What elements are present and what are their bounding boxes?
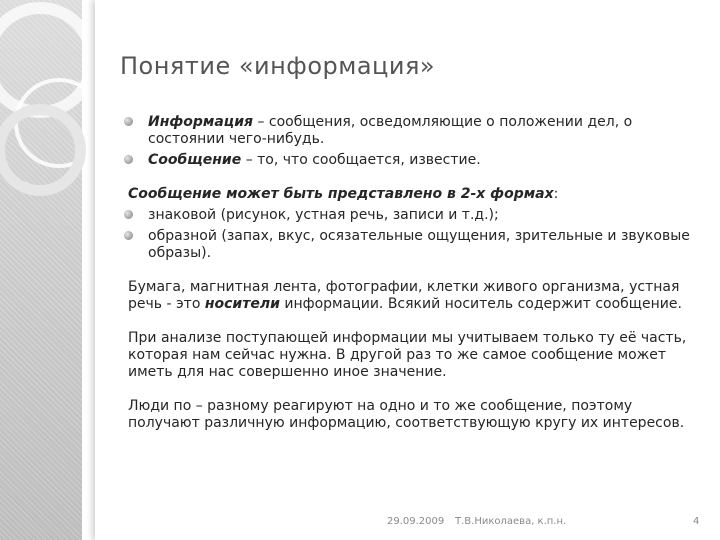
definition-item — [120, 114, 690, 148]
bullet-icon — [124, 231, 133, 240]
carriers-paragraph — [120, 279, 690, 313]
decorative-side-panel — [0, 0, 82, 540]
slide-body — [120, 114, 690, 432]
slide-title: Понятие «информация» — [120, 52, 436, 80]
bullet-icon — [124, 155, 133, 164]
carriers-text-before: Бумага, магнитная лента, фотографии, клетки живого организма, устная речь - это — [128, 279, 680, 312]
analysis-paragraph: При анализе поступающей информации мы учитываем только ту её часть, которая нам сейчас нужна. В другой раз то же самое сообщение может иметь для нас совершенно иное значение. — [128, 330, 687, 380]
definition-term: Сообщение — [148, 152, 242, 168]
carriers-term: носители — [204, 296, 280, 312]
definition-text: – то, что сообщается, известие. — [241, 152, 481, 168]
page-number: 4 — [693, 516, 700, 527]
forms-heading-text: Сообщение может быть представлено в 2-х формах — [128, 186, 554, 202]
definition-text: – сообщения, осведомляющие о положении дел, о состоянии чего-нибудь. — [148, 114, 633, 147]
forms-heading — [120, 186, 690, 203]
footer-author: Т.В.Николаева, к.п.н. — [455, 516, 567, 527]
form-item-text: образной (запах, вкус, осязательные ощущения, зрительные и звуковые образы). — [148, 228, 690, 261]
form-item — [120, 207, 690, 224]
bullet-icon — [124, 117, 133, 126]
bullet-icon — [124, 210, 133, 219]
definition-term: Информация — [148, 114, 253, 130]
definition-item — [120, 152, 690, 169]
form-item-text: знаковой (рисунок, устная речь, записи и т.д.); — [148, 207, 499, 223]
carriers-text-after: информации. Всякий носитель содержит сообщение. — [279, 296, 682, 312]
footer-date: 29.09.2009 — [387, 516, 445, 527]
form-item — [120, 228, 690, 262]
forms-heading-suffix: : — [553, 186, 559, 202]
people-paragraph: Люди по – разному реагируют на одно и то же сообщение, поэтому получают различную информацию, соответствующую кругу их интересов. — [128, 398, 685, 431]
